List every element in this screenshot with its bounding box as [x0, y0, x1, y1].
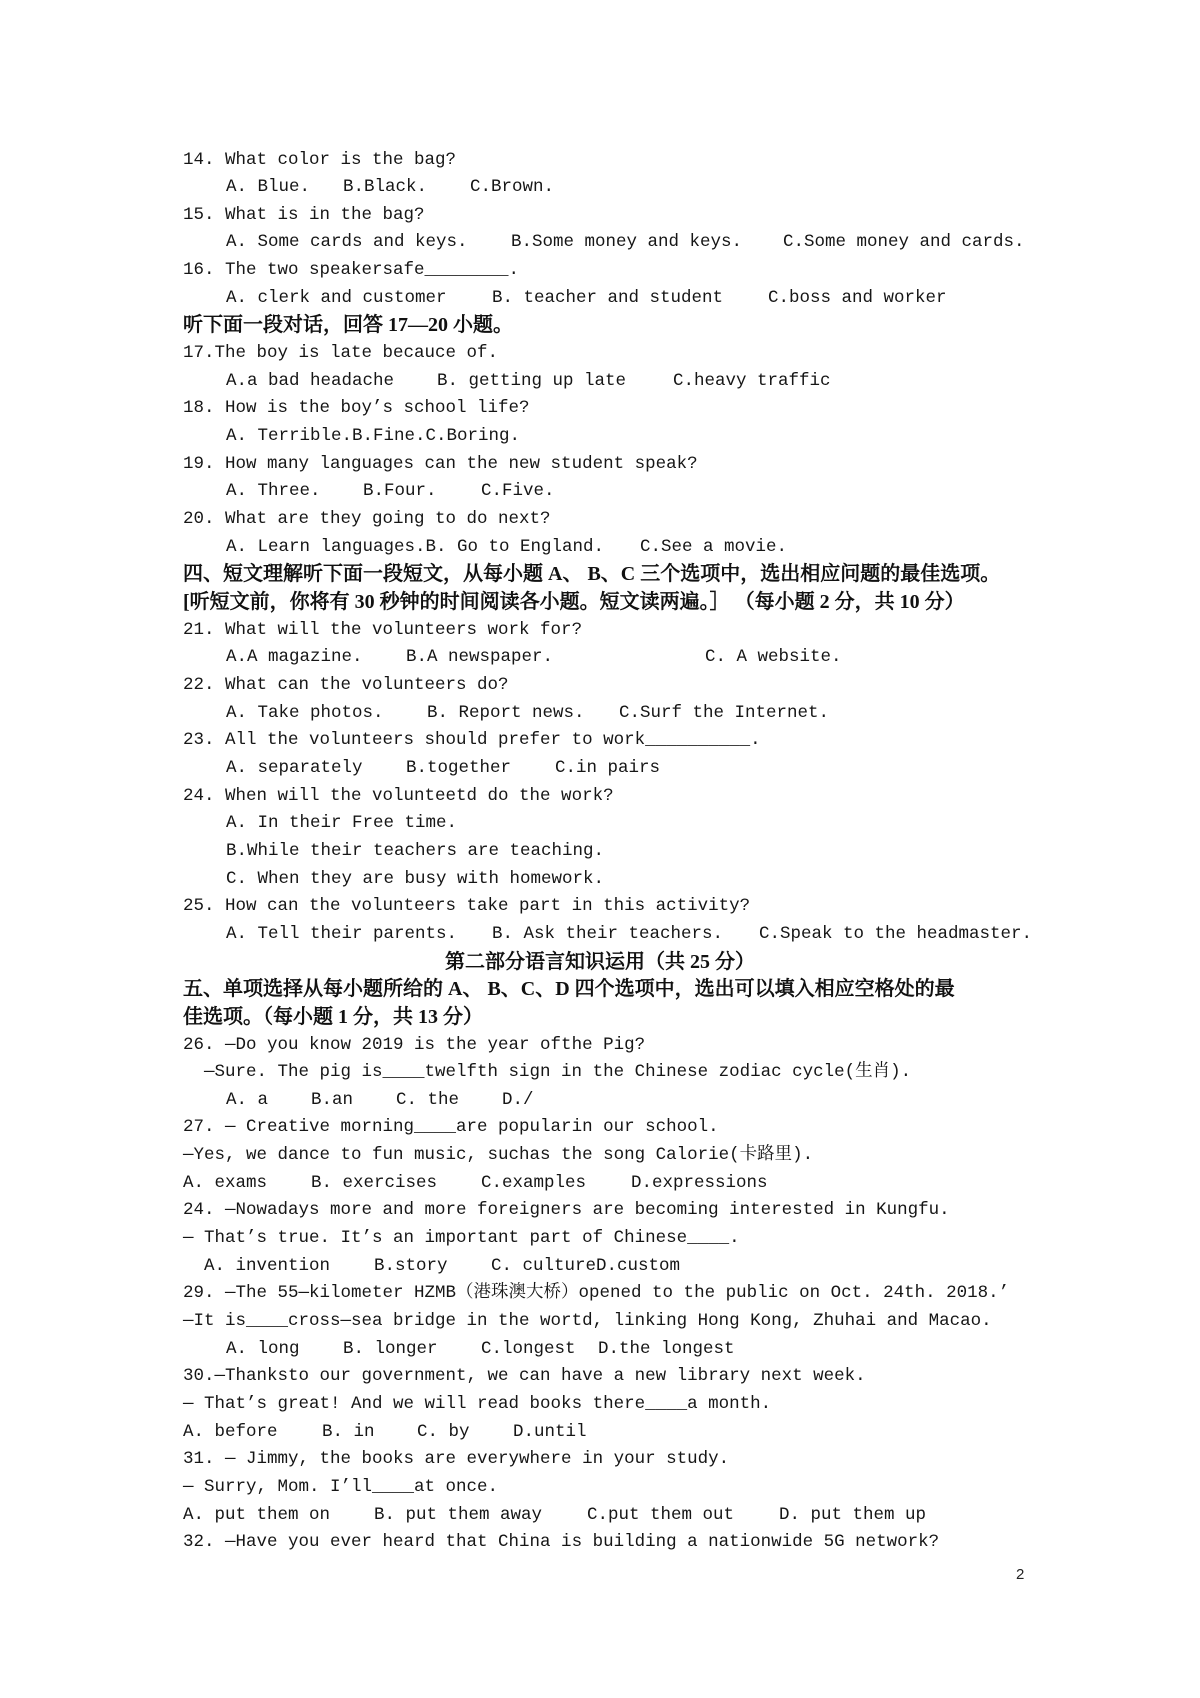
question-stem: 24. —Nowadays more and more foreigners are becoming interested in Kungfu.: [183, 1200, 950, 1221]
option-d: D.until: [513, 1421, 587, 1442]
option-row: [0, 423, 1200, 451]
option-a: A. long: [226, 1338, 300, 1359]
question-stem-reply: —Sure. The pig is____twelfth sign in the Chinese zodiac cycle(生肖).: [204, 1062, 912, 1083]
option-abc: A. Terrible.B.Fine.C.Boring.: [226, 426, 521, 447]
question-30: [0, 1363, 1200, 1446]
section-5-multiple-choice: [0, 976, 1200, 1557]
option-row: [0, 478, 1200, 506]
question-17: [0, 340, 1200, 395]
option-a: A. separately: [226, 757, 363, 778]
section-heading: 五、单项选择从每小题所给的 A、 B、C、D 四个选项中，选出可以填入相应空格处的最: [183, 978, 955, 1001]
option-b: B.an: [311, 1089, 354, 1110]
option-c: C. by: [417, 1421, 470, 1442]
listening-questions-14-16: [0, 147, 1200, 313]
section-heading-instructions: [听短文前，你将有 30 秒钟的时间阅读各小题。短文读两遍。］ （每小题 2 分，共 10 分）: [183, 591, 965, 613]
section-heading-continued: 佳选项。（每小题 1 分，共 13 分）: [183, 1005, 483, 1028]
option-c: C.boss and worker: [768, 287, 947, 308]
option-a: A. exams: [183, 1172, 268, 1193]
option-b: B. in: [322, 1421, 375, 1442]
question-20: [0, 506, 1200, 561]
option-b: B. longer: [343, 1338, 438, 1359]
option-c: C.Five.: [481, 481, 555, 502]
option-row: [0, 534, 1200, 562]
option-b: B.together: [406, 757, 512, 778]
part-title: 第二部分语言知识运用（共 25 分）: [445, 950, 755, 973]
question-29: [0, 1280, 1200, 1363]
option-b: B. exercises: [311, 1172, 438, 1193]
question-19: [0, 451, 1200, 506]
question-18: [0, 395, 1200, 450]
question-stem: 18. How is the boy’s school life?: [183, 398, 530, 419]
option-row: [0, 755, 1200, 783]
option-a: A. put them on: [183, 1504, 331, 1525]
option-row: [0, 700, 1200, 728]
option-row: [0, 921, 1200, 949]
question-21: [0, 617, 1200, 672]
question-stem: 19. How many languages can the new student speak?: [183, 453, 698, 474]
question-16: [0, 257, 1200, 312]
option-row: [0, 174, 1200, 202]
question-15: [0, 202, 1200, 257]
question-23: [0, 727, 1200, 782]
option-b: B. put them away: [374, 1504, 543, 1525]
question-stem: 24. When will the volunteetd do the work?: [183, 785, 614, 806]
option-c: C.put them out: [587, 1504, 735, 1525]
option-b: B. getting up late: [437, 370, 627, 391]
section-heading: 听下面一段对话，回答 17—20 小题。: [183, 314, 513, 337]
option-d: D.the longest: [598, 1338, 735, 1359]
section-heading: 四、短文理解听下面一段短文，从每小题 A、 B、C 三个选项中，选出相应问题的最佳选项。: [183, 563, 1001, 586]
option-c: C. A website.: [705, 647, 842, 668]
option-b: B.Black.: [343, 177, 428, 198]
option-a: A. In their Free time.: [226, 813, 458, 834]
option-c: C. When they are busy with homework.: [226, 868, 605, 889]
option-a: A. clerk and customer: [226, 287, 447, 308]
option-a: A. Some cards and keys.: [226, 232, 468, 253]
option-c: C. the: [396, 1089, 460, 1110]
question-stem: 23. All the volunteers should prefer to work__________.: [183, 730, 761, 751]
option-row: [0, 1419, 1200, 1447]
option-b: B.story: [374, 1255, 448, 1276]
option-c: C.Some money and cards.: [783, 232, 1025, 253]
option-row: [0, 644, 1200, 672]
option-a: A. Take photos.: [226, 702, 384, 723]
section-4-passage-listening: [0, 561, 1200, 948]
question-22: [0, 672, 1200, 727]
question-stem: 26. —Do you know 2019 is the year ofthe Pig?: [183, 1034, 646, 1055]
option-row: [0, 368, 1200, 396]
option-row: [0, 1170, 1200, 1198]
option-row: [0, 1253, 1200, 1281]
question-stem: 21. What will the volunteers work for?: [183, 619, 583, 640]
option-row: [0, 285, 1200, 313]
option-b: B. teacher and student: [492, 287, 724, 308]
question-stem: 31. — Jimmy, the books are everywhere in your study.: [183, 1449, 730, 1470]
question-stem: 14. What color is the bag?: [183, 149, 457, 170]
option-cd: C. cultureD.custom: [491, 1255, 681, 1276]
question-32: [0, 1529, 1200, 1557]
option-d: D.expressions: [631, 1172, 768, 1193]
question-stem: 17.The boy is late becauce of.: [183, 343, 499, 364]
question-stem-reply: — Surry, Mom. I’ll____at once.: [183, 1477, 499, 1497]
question-26: [0, 1032, 1200, 1115]
option-row: [0, 1087, 1200, 1115]
question-stem: 22. What can the volunteers do?: [183, 674, 509, 695]
question-stem: 29. —The 55—kilometer HZMB（港珠澳大桥）opened to the public on Oct. 24th. 2018.’: [183, 1283, 1010, 1304]
question-stem-reply: —It is____cross—sea bridge in the wortd, linking Hong Kong, Zhuhai and Macao.: [183, 1311, 992, 1332]
question-25: [0, 893, 1200, 948]
page-content: [0, 147, 1200, 1557]
option-c: C.Brown.: [470, 177, 555, 198]
option-a: A.A magazine.: [226, 647, 363, 668]
page-number: 2: [1016, 1566, 1025, 1583]
option-b: B. Report news.: [427, 702, 585, 723]
option-c: C.longest: [481, 1338, 576, 1359]
option-a: A. Tell their parents.: [226, 923, 458, 944]
question-stem-reply: —Yes, we dance to fun music, suchas the song Calorie(卡路里).: [183, 1145, 814, 1166]
option-a: A. Three.: [226, 481, 321, 502]
question-stem: 30.—Thanksto our government, we can have a new library next week.: [183, 1366, 866, 1387]
option-d: D./: [502, 1089, 534, 1110]
question-24: [0, 783, 1200, 894]
option-d: D. put them up: [779, 1504, 927, 1525]
option-b: B. Ask their teachers.: [492, 923, 724, 944]
option-a: A.a bad headache: [226, 370, 395, 391]
option-c: C.examples: [481, 1172, 587, 1193]
question-28: [0, 1197, 1200, 1280]
option-c: C.in pairs: [555, 757, 661, 778]
option-c: C.Speak to the headmaster.: [759, 923, 1033, 944]
question-stem: 25. How can the volunteers take part in this activity?: [183, 896, 751, 917]
option-b: B.Some money and keys.: [511, 232, 743, 253]
option-ab: A. Learn languages.B. Go to England.: [226, 536, 605, 557]
option-a: A. a: [226, 1089, 269, 1110]
option-b: B.Four.: [363, 481, 437, 502]
option-c: C.See a movie.: [640, 536, 788, 557]
option-b: B.A newspaper.: [406, 647, 554, 668]
option-a: A. before: [183, 1421, 278, 1442]
option-a: A. Blue.: [226, 177, 311, 198]
option-row: [0, 229, 1200, 257]
question-stem: 32. —Have you ever heard that China is building a nationwide 5G network?: [183, 1532, 940, 1553]
option-b: B.While their teachers are teaching.: [226, 840, 605, 861]
option-row: [0, 1502, 1200, 1530]
listening-questions-17-20: [0, 312, 1200, 561]
question-stem: 15. What is in the bag?: [183, 204, 425, 225]
option-a: A. invention: [204, 1255, 331, 1276]
question-31: [0, 1446, 1200, 1529]
option-row: [0, 1336, 1200, 1364]
question-stem-reply: — That’s true. It’s an important part of Chinese____.: [183, 1228, 740, 1249]
option-c: C.heavy traffic: [673, 370, 831, 391]
question-14: [0, 147, 1200, 202]
question-stem-reply: — That’s great! And we will read books there____a month.: [183, 1394, 772, 1415]
question-stem: 16. The two speakersafe________.: [183, 260, 520, 281]
question-stem: 20. What are they going to do next?: [183, 509, 551, 530]
question-stem: 27. — Creative morning____are popularin our school.: [183, 1117, 719, 1138]
question-27: [0, 1114, 1200, 1197]
option-c: C.Surf the Internet.: [619, 702, 830, 723]
